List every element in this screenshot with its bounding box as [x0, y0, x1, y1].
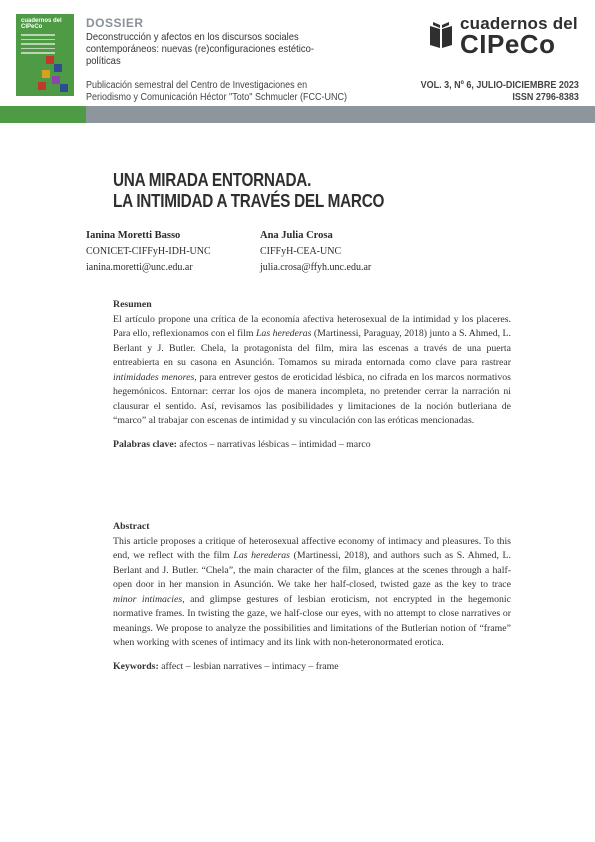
publication-line-2: Periodismo y Comunicación Héctor "Toto" Schmucler (FCC-UNC)	[86, 92, 347, 103]
title-line-1: UNA MIRADA ENTORNADA.	[113, 170, 312, 190]
keywords-label: Keywords:	[113, 660, 159, 672]
keywords-list: afectos – narrativas lésbicas – intimidad – marco	[176, 438, 371, 450]
key-term: minor intimacies	[113, 593, 183, 605]
film-title: Las herederas	[233, 550, 290, 561]
resumen-keywords	[113, 438, 511, 453]
brand-top: cuadernos del	[460, 14, 578, 33]
cover-logo: cuadernos del CIPeCo	[21, 18, 62, 30]
title-line-2: LA INTIMIDAD A TRAVÉS DEL MARCO	[113, 191, 385, 211]
author-email[interactable]: julia.crosa@ffyh.unc.edu.ar	[260, 262, 372, 273]
resumen-section	[113, 298, 511, 452]
article-title	[113, 170, 453, 212]
publication-info	[86, 80, 356, 104]
volume-info	[421, 80, 579, 104]
keywords-label: Palabras clave:	[113, 438, 177, 450]
author-affiliation: CONICET-CIFFyH-IDH-UNC	[86, 246, 211, 257]
issn: ISSN 2796-8383	[512, 92, 579, 103]
author-name: Ianina Moretti Basso	[86, 230, 181, 241]
key-term: intimidades menores	[113, 371, 195, 383]
brand-bottom: CIPeCo	[460, 29, 556, 59]
issue-cover-thumbnail	[16, 14, 74, 96]
abstract-heading: Abstract	[113, 521, 150, 532]
abstract-section	[113, 520, 511, 674]
author-block	[86, 228, 211, 276]
abstract-text: This article proposes a critique of heterosexual affective economy of intimacy and pleasures. To this end, we reflect with the film Las herederas (Martinessi, 2018), and authors such as S. Ahmed, L. Berlant and J. Butler. “Chela”, the main character of the film, glances at the scenes through a half-open door in her mansion in Asunción. We take her half-closed, twisted gaze as the key to trace minor intimacies, and glimpse gestures of lesbian eroticism, not encrypted in the hegemonic normative frames. In twisting the gaze, we half-close our eyes, with no attempt to close narratives or meanings. We propose to analyze the possibilities and limitations of the Butlerian notion of “frame” when working with scenes of intimacy and its link with non-heteronormated erotica.	[113, 535, 511, 648]
cover-text-lines	[21, 34, 55, 57]
resumen-heading: Resumen	[113, 299, 152, 310]
dossier-label: DOSSIER	[86, 16, 144, 30]
author-block	[260, 228, 371, 276]
header-band-green	[0, 106, 86, 123]
author-email[interactable]: ianina.moretti@unc.edu.ar	[86, 262, 193, 273]
abstract-keywords	[113, 660, 511, 675]
author-name: Ana Julia Crosa	[260, 230, 333, 241]
keywords-list: affect – lesbian narratives – intimacy – frame	[158, 660, 339, 672]
resumen-text: El artículo propone una crítica de la economía afectiva heterosexual de la intimidad y los placeres. Para ello, reflexionamos con el film Las herederas (Martinessi, Paraguay, 2018) junto a S. Ahmed, L. Berlant y J. Butler. Chela, la protagonista del film, mira las escenas a través de una puerta entreabierta en su casona en Asunción. Tomamos su mirada entornada como clave para rastrear intimidades menores, para entrever gestos de eroticidad lésbica, no cifrada en los marcos normativos hegemónicos. Entornar: cerrar los ojos de manera incompleta, no pretender cerrar la narración ni clausurar el sentido. Así, revisamos las posibilidades y limitaciones de la noción butleriana de “marco” al trabajar con escenas de intimidad y su vinculación con las eróticas mencionadas.	[113, 313, 511, 426]
header-band-gray	[86, 106, 595, 123]
author-affiliation: CIFFyH-CEA-UNC	[260, 246, 342, 257]
volume: VOL. 3, Nº 6, JULIO-DICIEMBRE 2023	[420, 80, 579, 91]
publication-line-1: Publicación semestral del Centro de Investigaciones en	[86, 80, 308, 91]
journal-logo	[428, 14, 578, 58]
dossier-title: Deconstrucción y afectos en los discursos sociales contemporáneos: nuevas (re)configuraciones estético-políticas	[86, 31, 314, 67]
film-title: Las herederas	[255, 328, 312, 339]
book-icon	[428, 20, 454, 50]
